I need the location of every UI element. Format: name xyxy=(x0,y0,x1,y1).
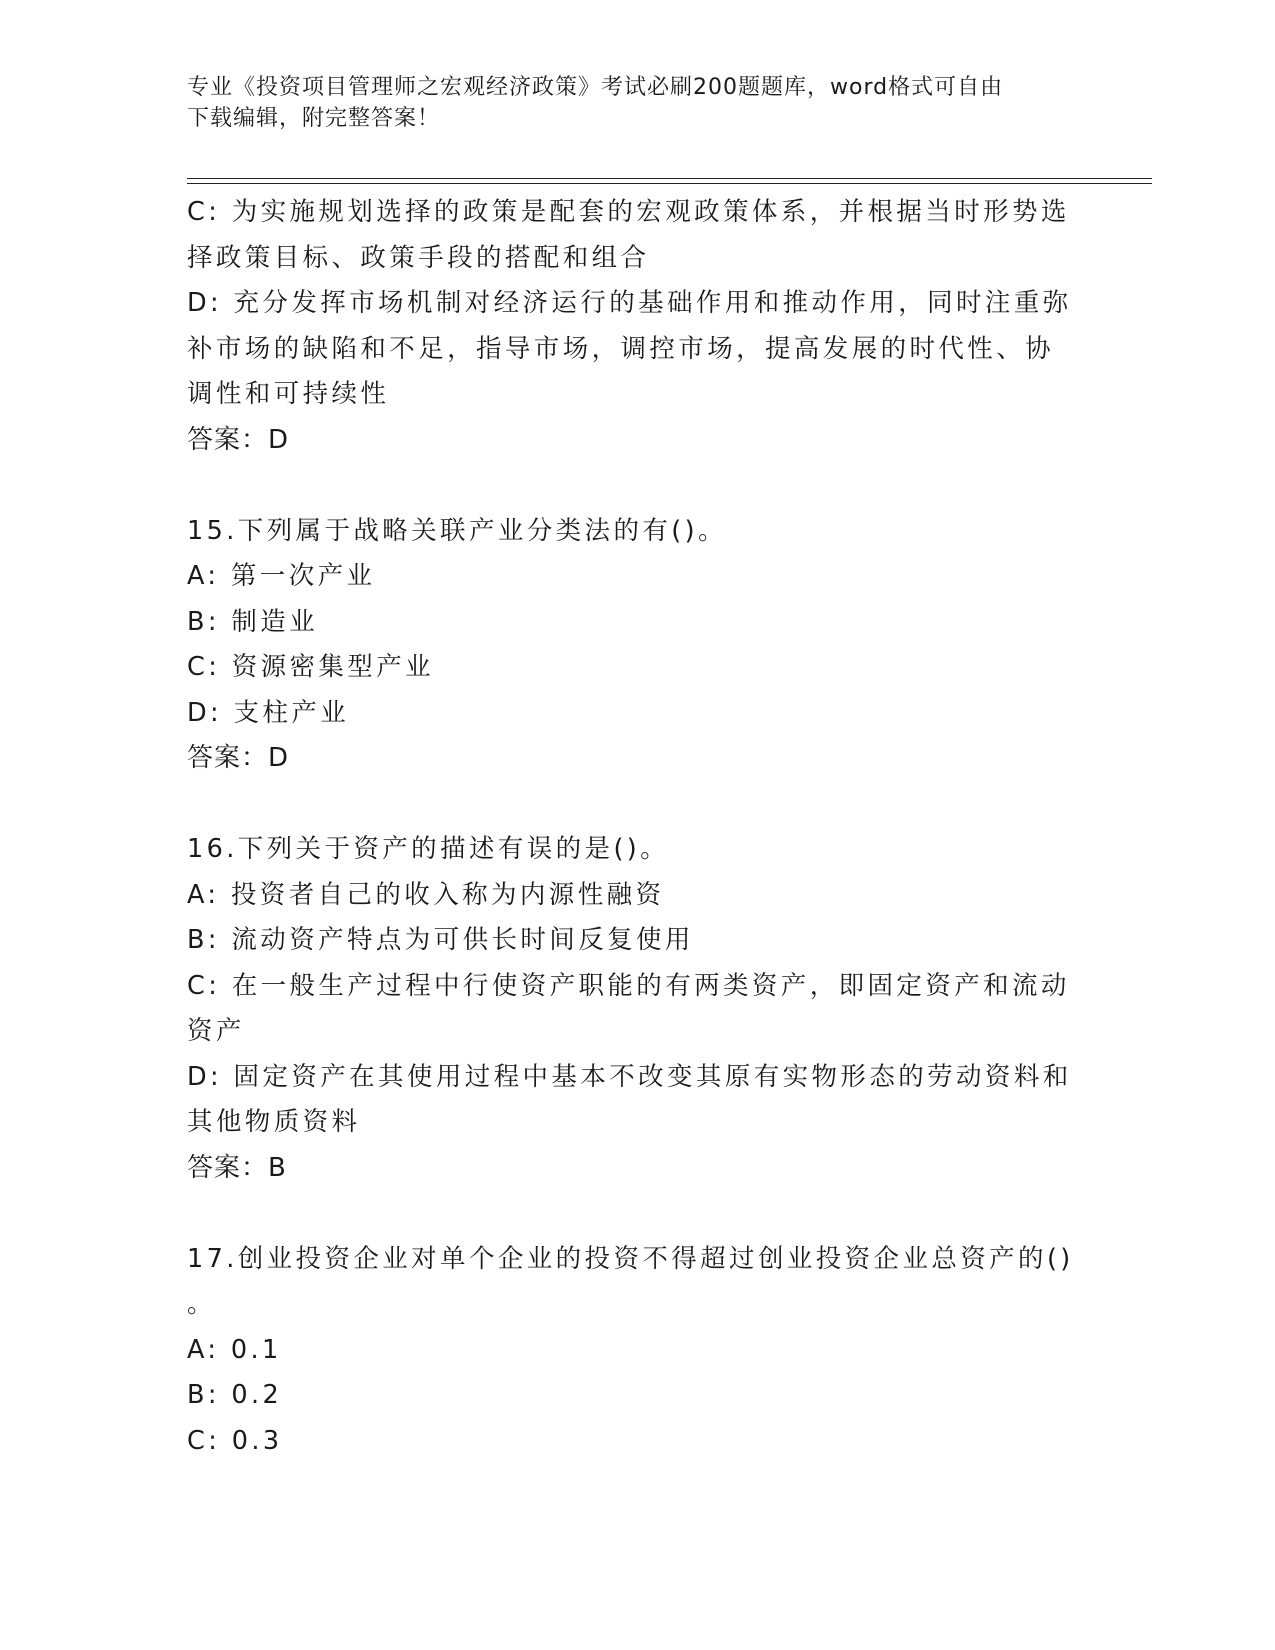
option-b: B: 流动资产特点为可供长时间反复使用 xyxy=(187,925,694,955)
option-a: A: 投资者自己的收入称为内源性融资 xyxy=(187,879,665,910)
option-d-line-3: 调性和可持续性 xyxy=(187,379,390,409)
spacer xyxy=(187,1191,1077,1237)
option-d-line-2: 补市场的缺陷和不足，指导市场，调控市场，提高发展的时代性、协 xyxy=(187,333,1055,364)
question-stem-line-2: 。 xyxy=(187,1289,216,1319)
document-header xyxy=(187,72,1067,134)
header-rule-top xyxy=(187,178,1152,179)
option-d: D: 支柱产业 xyxy=(187,697,350,728)
option-b: B: 0.2 xyxy=(187,1380,283,1410)
question-17 xyxy=(187,1237,1077,1465)
question-15 xyxy=(187,509,1077,782)
question-16 xyxy=(187,827,1077,1191)
option-a: A: 第一次产业 xyxy=(187,561,376,591)
question-stem: 16.下列关于资产的描述有误的是()。 xyxy=(187,834,670,864)
header-line-2: 下载编辑，附完整答案！ xyxy=(187,106,441,131)
answer: 答案：D xyxy=(187,424,290,455)
option-d-line-1: D: 充分发挥市场机制对经济运行的基础作用和推动作用，同时注重弥 xyxy=(187,288,1072,318)
option-c-line-2: 资产 xyxy=(187,1016,245,1046)
spacer xyxy=(187,782,1077,828)
answer: 答案：D xyxy=(187,743,290,773)
document-body xyxy=(187,190,1077,1464)
header-line-1: 专业《投资项目管理师之宏观经济政策》考试必刷200题题库，word格式可自由 xyxy=(187,75,1004,100)
option-d-line-2: 其他物质资料 xyxy=(187,1107,361,1137)
option-b: B: 制造业 xyxy=(187,606,319,637)
answer: 答案：B xyxy=(187,1152,287,1183)
option-d-line-1: D: 固定资产在其使用过程中基本不改变其原有实物形态的劳动资料和 xyxy=(187,1061,1072,1092)
question-stem-line-1: 17.创业投资企业对单个企业的投资不得超过创业投资企业总资产的() xyxy=(187,1243,1074,1274)
option-c: C: 0.3 xyxy=(187,1425,283,1456)
option-c-line-2: 择政策目标、政策手段的搭配和组合 xyxy=(187,242,650,273)
option-a: A: 0.1 xyxy=(187,1334,282,1365)
spacer xyxy=(187,463,1077,509)
question-stem: 15.下列属于战略关联产业分类法的有()。 xyxy=(187,515,727,546)
option-c: C: 资源密集型产业 xyxy=(187,652,435,682)
prev-question xyxy=(187,190,1077,463)
option-c-line-1: C: 在一般生产过程中行使资产职能的有两类资产，即固定资产和流动 xyxy=(187,970,1070,1001)
header-rule-bottom xyxy=(187,183,1152,184)
option-c-line-1: C: 为实施规划选择的政策是配套的宏观政策体系，并根据当时形势选 xyxy=(187,197,1070,227)
